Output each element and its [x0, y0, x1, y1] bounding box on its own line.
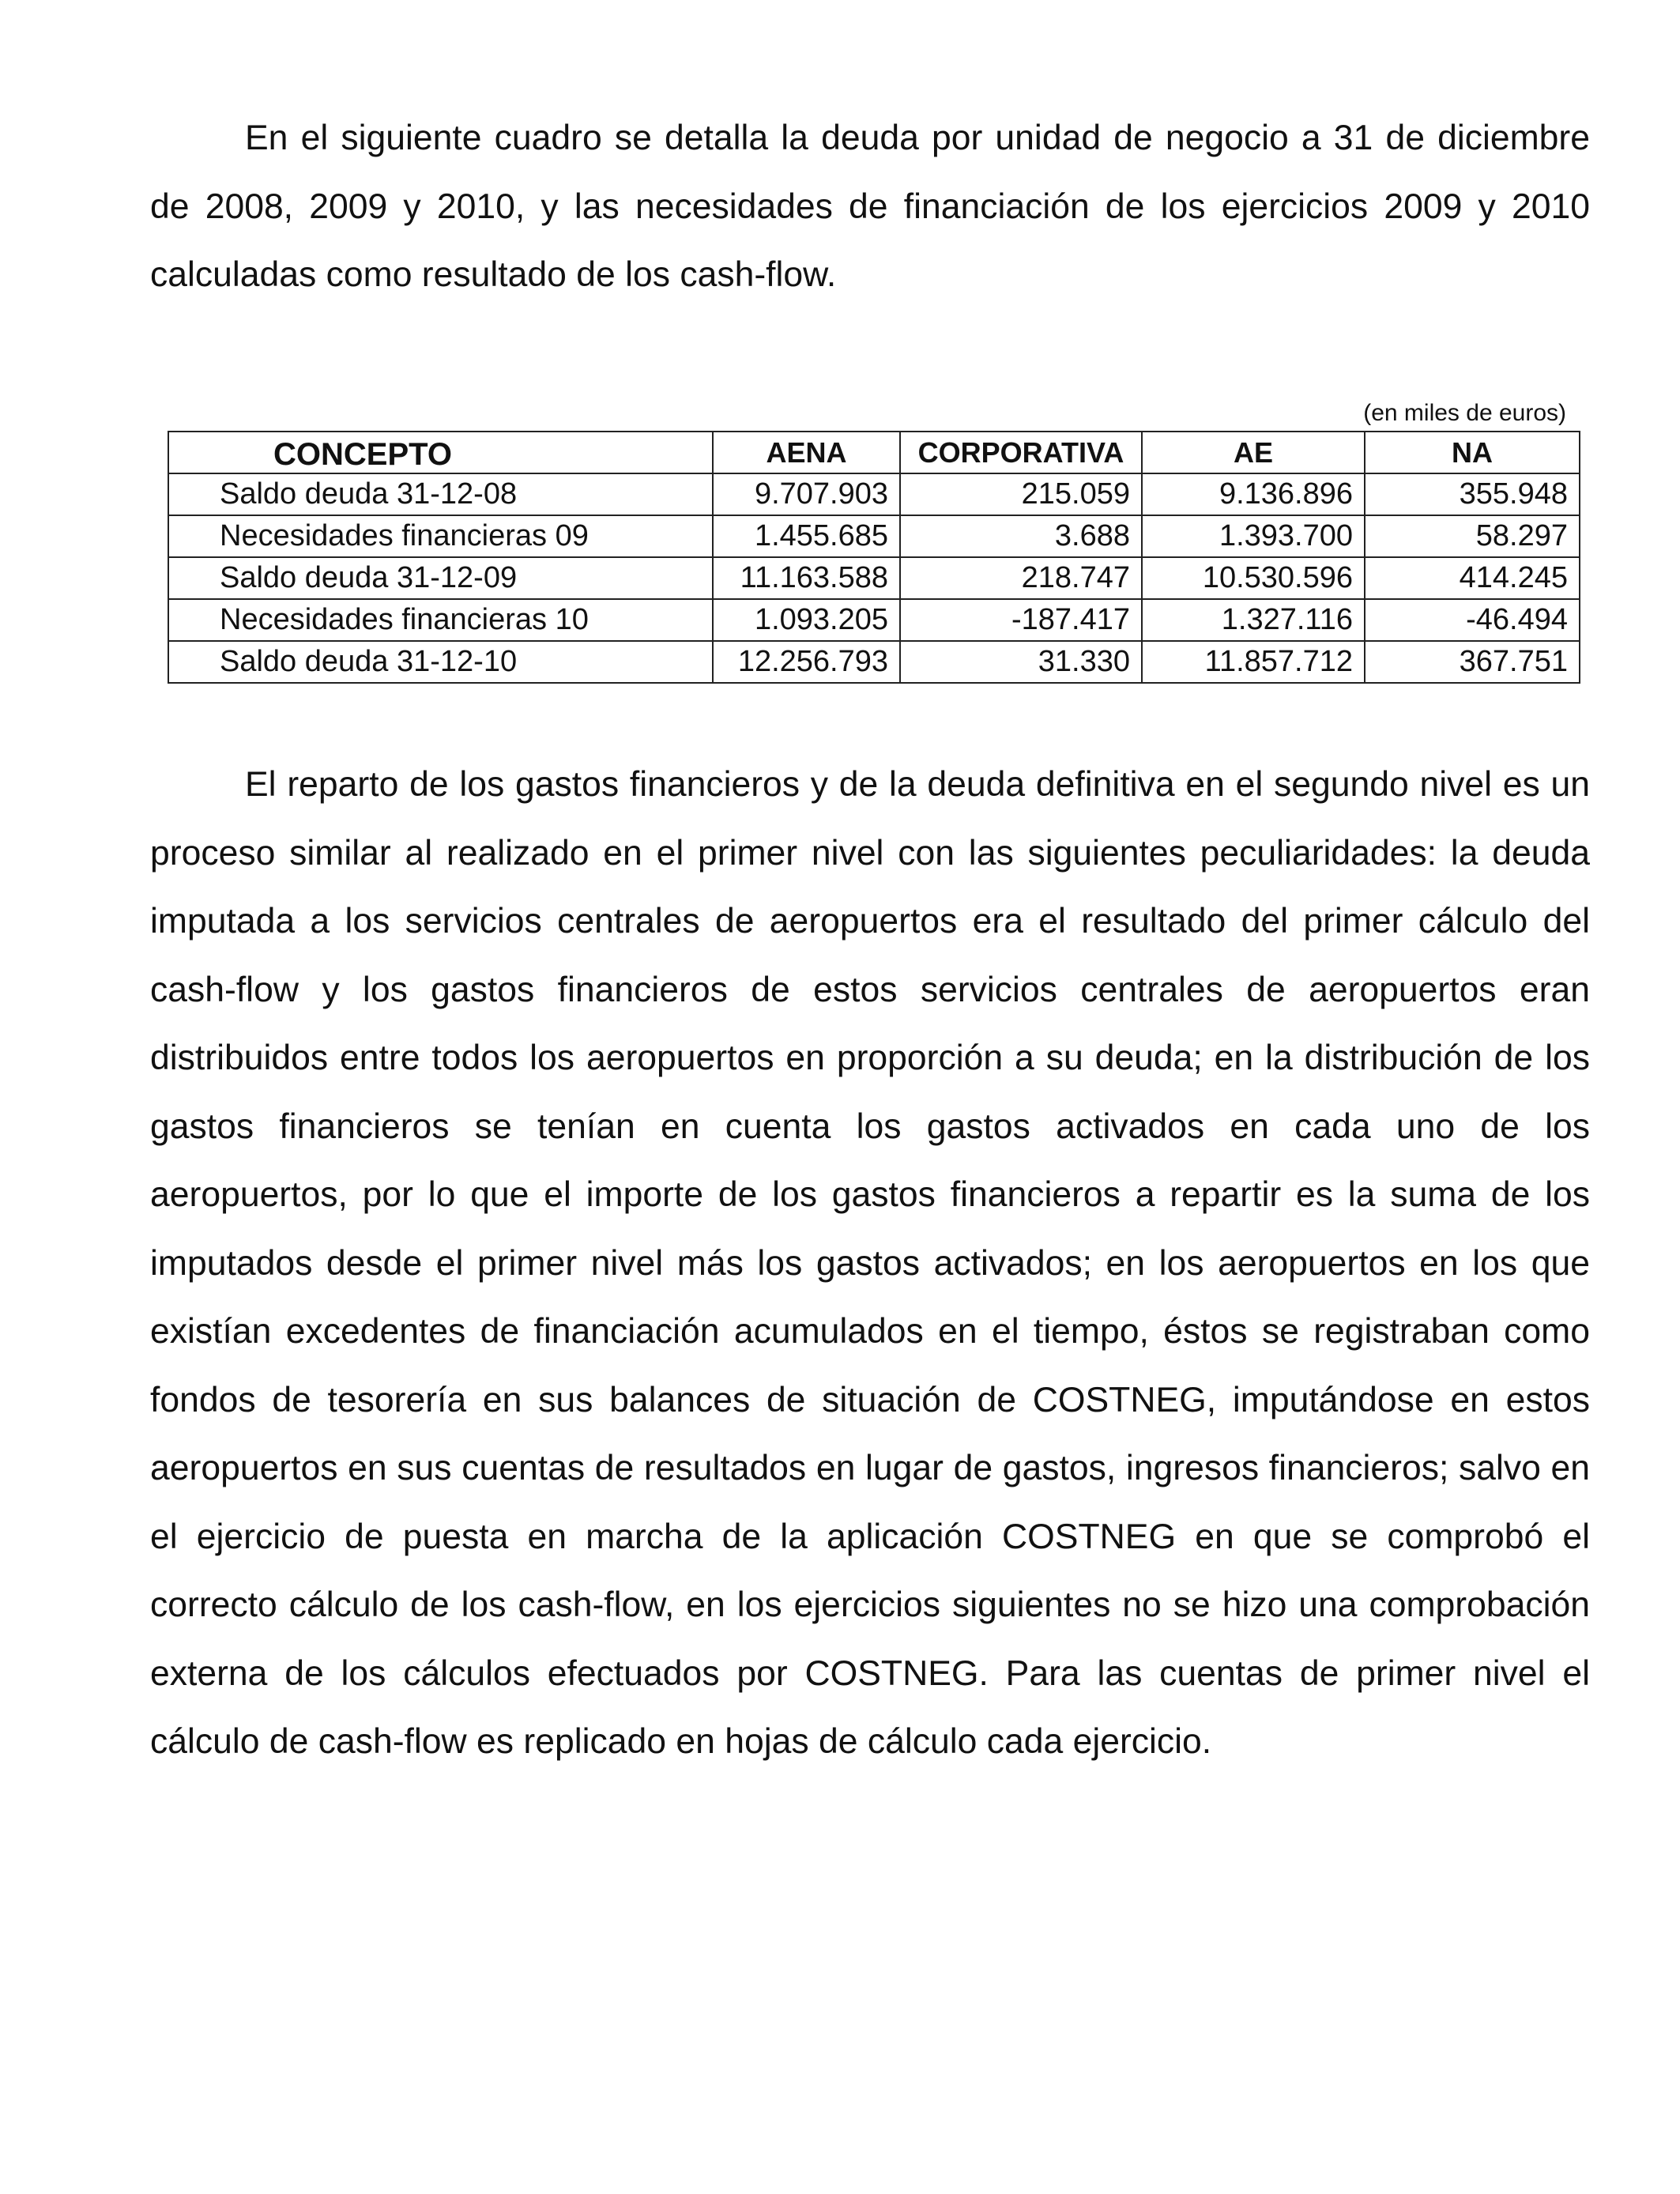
- cell-na: -46.494: [1365, 599, 1580, 641]
- table-row: [168, 557, 1580, 599]
- cell-na: 355.948: [1365, 473, 1580, 515]
- header-corporativa: CORPORATIVA: [900, 432, 1142, 473]
- row-concept: Saldo deuda 31-12-09: [168, 557, 713, 599]
- header-na: NA: [1365, 432, 1580, 473]
- cell-na: 367.751: [1365, 641, 1580, 683]
- header-ae: AE: [1142, 432, 1365, 473]
- table-row: [168, 599, 1580, 641]
- table-header-row: [168, 432, 1580, 473]
- cell-na: 414.245: [1365, 557, 1580, 599]
- table-row: [168, 473, 1580, 515]
- row-concept: Necesidades financieras 09: [168, 515, 713, 557]
- cell-corporativa: 31.330: [900, 641, 1142, 683]
- cell-na: 58.297: [1365, 515, 1580, 557]
- cell-aena: 1.093.205: [713, 599, 900, 641]
- reparto-paragraph: El reparto de los gastos financieros y de la deuda definitiva en el segundo nivel es un proceso similar al realizado en el primer nivel con las siguientes peculiaridades: la deuda imputada a los servicios centrales de aeropuertos era el resultado del primer cálculo del cash-flow y los gastos financieros de estos servicios centrales de aeropuertos eran distribuidos entre todos los aeropuertos en proporción a su deuda; en la distribución de los gastos financieros se tenían en cuenta los gastos activados en cada uno de los aeropuertos, por lo que el importe de los gastos financieros a repartir es la suma de los imputados desde el primer nivel más los gastos activados; en los aeropuertos en los que existían excedentes de financiación acumulados en el tiempo, éstos se registraban como fondos de tesorería en sus balances de situación de COSTNEG, imputándose en estos aeropuertos en sus cuentas de resultados en lugar de gastos, ingresos financieros; salvo en el ejercicio de puesta en marcha de la aplicación COSTNEG en que se comprobó el correcto cálculo de los cash-flow, en los ejercicios siguientes no se hizo una comprobación externa de los cálculos efectuados por COSTNEG. Para las cuentas de primer nivel el cálculo de cash-flow es replicado en hojas de cálculo cada ejercicio.: [150, 765, 1590, 1761]
- cell-aena: 1.455.685: [713, 515, 900, 557]
- cell-ae: 1.393.700: [1142, 515, 1365, 557]
- cell-ae: 1.327.116: [1142, 599, 1365, 641]
- row-concept: Saldo deuda 31-12-10: [168, 641, 713, 683]
- debt-table: [168, 431, 1580, 684]
- cell-aena: 12.256.793: [713, 641, 900, 683]
- cell-aena: 11.163.588: [713, 557, 900, 599]
- header-aena: AENA: [713, 432, 900, 473]
- cell-corporativa: -187.417: [900, 599, 1142, 641]
- cell-ae: 10.530.596: [1142, 557, 1365, 599]
- row-concept: Saldo deuda 31-12-08: [168, 473, 713, 515]
- table-row: [168, 515, 1580, 557]
- cell-aena: 9.707.903: [713, 473, 900, 515]
- units-note: (en miles de euros): [1363, 400, 1566, 426]
- cell-corporativa: 3.688: [900, 515, 1142, 557]
- intro-paragraph: En el siguiente cuadro se detalla la deuda por unidad de negocio a 31 de diciembre de 2008, 2009 y 2010, y las necesidades de financiación de los ejercicios 2009 y 2010 calculadas como resultado de los cash-flow.: [150, 119, 1590, 294]
- cell-corporativa: 218.747: [900, 557, 1142, 599]
- cell-ae: 9.136.896: [1142, 473, 1365, 515]
- row-concept: Necesidades financieras 10: [168, 599, 713, 641]
- header-concepto: CONCEPTO: [168, 432, 713, 473]
- cell-corporativa: 215.059: [900, 473, 1142, 515]
- cell-ae: 11.857.712: [1142, 641, 1365, 683]
- table-row: [168, 641, 1580, 683]
